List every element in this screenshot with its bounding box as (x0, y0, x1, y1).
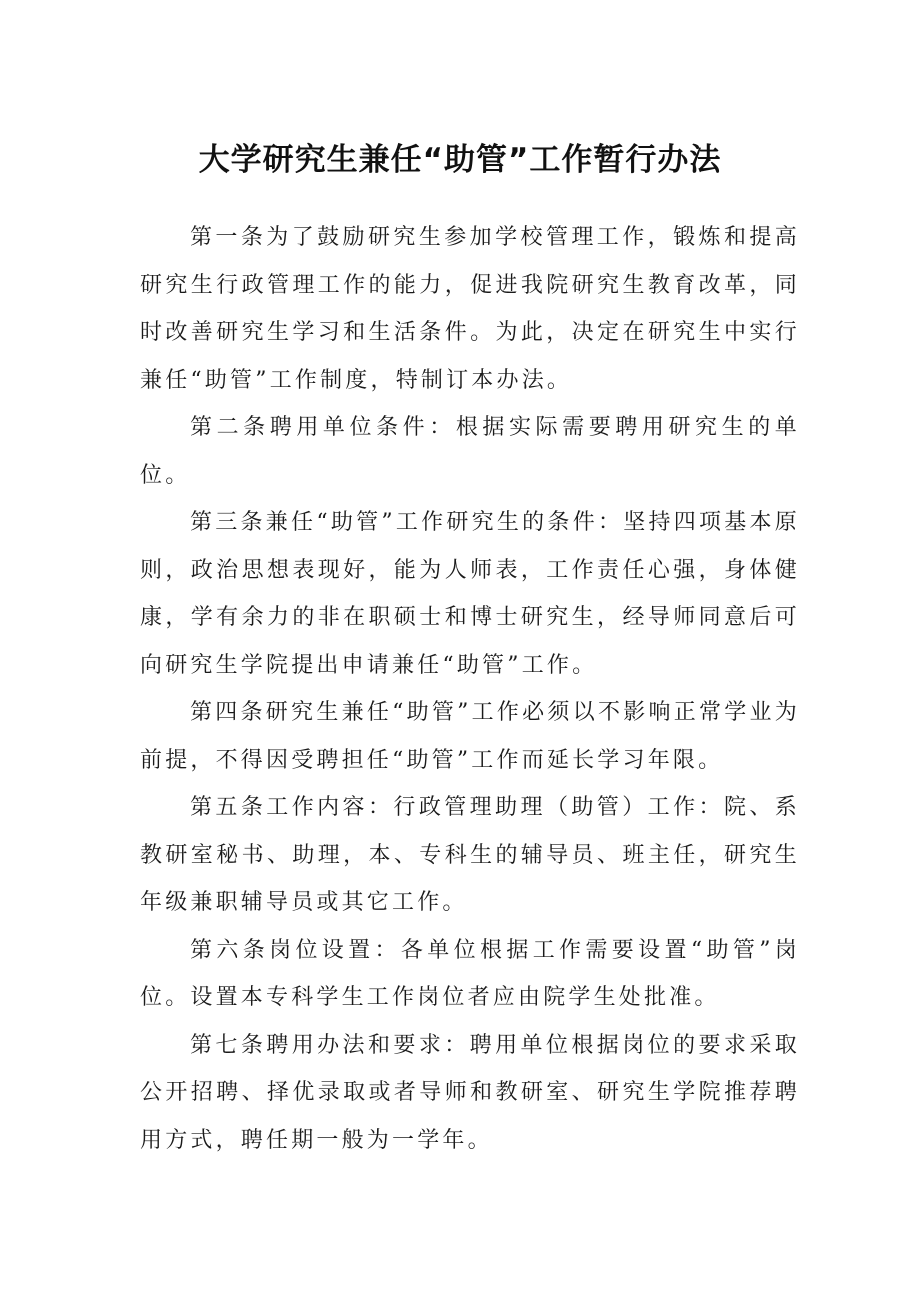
article-5: 第五条工作内容：行政管理助理（助管）工作：院、系教研室秘书、助理，本、专科生的辅导员、班主任，研究生年级兼职辅导员或其它工作。 (140, 795, 800, 915)
article-1: 第一条为了鼓励研究生参加学校管理工作，锻炼和提高研究生行政管理工作的能力，促进我院研究生教育改革，同时改善研究生学习和生活条件。为此，决定在研究生中实行兼任“助管”工作制度，特制订本办法。 (140, 225, 800, 393)
document-title: 大学研究生兼任“助管”工作暂行办法 (198, 142, 722, 178)
article-3: 第三条兼任“助管”工作研究生的条件：坚持四项基本原则，政治思想表现好，能为人师表，工作责任心强，身体健康，学有余力的非在职硕士和博士研究生，经导师同意后可向研究生学院提出申请兼任“助管”工作。 (140, 510, 800, 678)
article-6: 第六条岗位设置：各单位根据工作需要设置“助管”岗位。设置本专科学生工作岗位者应由院学生处批准。 (140, 937, 800, 1010)
article-2: 第二条聘用单位条件：根据实际需要聘用研究生的单位。 (140, 415, 800, 488)
article-7: 第七条聘用办法和要求：聘用单位根据岗位的要求采取公开招聘、择优录取或者导师和教研室、研究生学院推荐聘用方式，聘任期一般为一学年。 (140, 1032, 800, 1153)
document-body (140, 214, 800, 1164)
article-4: 第四条研究生兼任“助管”工作必须以不影响正常学业为前提，不得因受聘担任“助管”工作而延长学习年限。 (140, 700, 800, 773)
